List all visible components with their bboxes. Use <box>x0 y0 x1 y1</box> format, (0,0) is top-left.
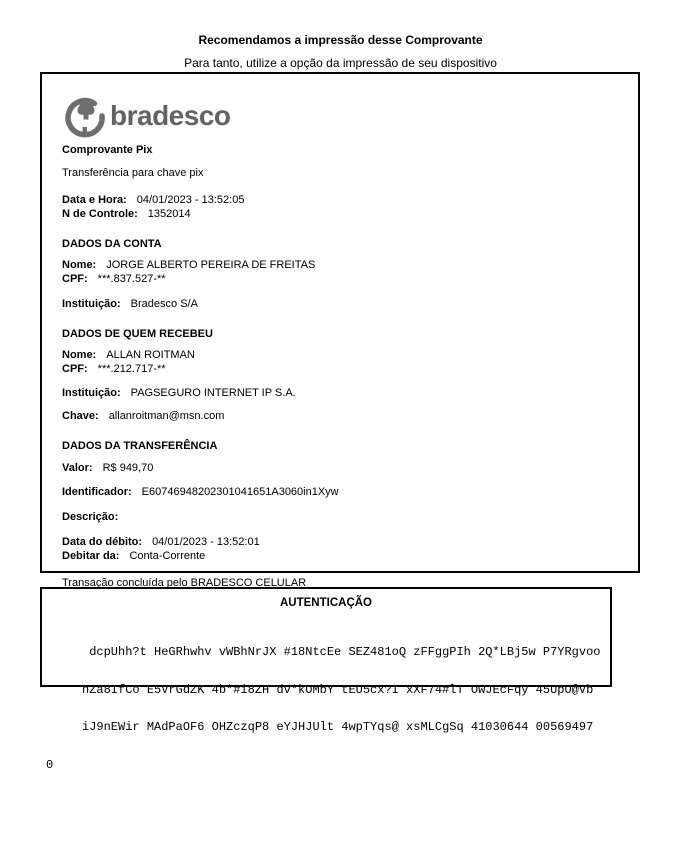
completion-note: Transação concluída pelo BRADESCO CELULAR <box>62 577 307 589</box>
datetime-value: 04/01/2023 - 13:52:05 <box>136 194 245 206</box>
account-name-cpf-block <box>62 258 620 286</box>
receiver-name-value: ALLAN ROITMAN <box>106 349 195 361</box>
sender-institution-row <box>62 297 620 311</box>
pix-key-value: allanroitman@msn.com <box>108 410 225 422</box>
datetime-row <box>62 193 620 207</box>
pix-key-label: Chave: <box>62 410 99 422</box>
receiver-institution-label: Instituição: <box>62 387 121 399</box>
identifier-label: Identificador: <box>62 486 132 498</box>
description-label: Descrição: <box>62 511 119 523</box>
authentication-line: nZa8IfCo E5VrGdZK 4b*#i8ZH dv*kOMbY tEU5cx?I xXF74#lT OwJEcFqy 45UpO@Vb <box>46 682 594 697</box>
authentication-heading: AUTENTICAÇÃO <box>280 597 372 609</box>
control-number-row <box>62 207 620 221</box>
bradesco-logo <box>62 96 620 140</box>
sender-name-label: Nome: <box>62 259 97 271</box>
meta-block <box>62 193 620 221</box>
receipt-box <box>40 72 640 589</box>
bradesco-tree-icon <box>62 96 108 140</box>
control-number-value: 1352014 <box>147 208 191 220</box>
pix-key-row <box>62 409 620 423</box>
receiver-name-label: Nome: <box>62 349 97 361</box>
print-instruction-text: Para tanto, utilize a opção da impressão de seu dispositivo <box>184 56 497 70</box>
receiver-name-cpf-block <box>62 348 620 376</box>
sender-name-value: JORGE ALBERTO PEREIRA DE FREITAS <box>106 259 316 271</box>
debit-account-label: Debitar da: <box>62 550 120 562</box>
bradesco-logo-text: bradesco <box>110 100 231 131</box>
debit-date-label: Data do débito: <box>62 536 143 548</box>
debit-block <box>62 535 620 563</box>
authentication-code <box>42 621 610 796</box>
print-recommendation-text: Recomendamos a impressão desse Comprovante <box>198 33 483 47</box>
debit-account-value: Conta-Corrente <box>129 550 206 562</box>
transfer-section-heading: DADOS DA TRANSFERÊNCIA <box>62 440 218 452</box>
sender-cpf-label: CPF: <box>62 273 88 285</box>
print-note <box>0 33 681 71</box>
datetime-label: Data e Hora: <box>62 194 127 206</box>
sender-name-row <box>62 258 620 272</box>
amount-label: Valor: <box>62 462 93 474</box>
identifier-row <box>62 485 620 499</box>
receipt-title: Comprovante Pix <box>62 144 153 156</box>
authentication-box <box>40 587 612 772</box>
sender-institution-value: Bradesco S/A <box>130 298 198 310</box>
debit-account-row <box>62 549 620 563</box>
identifier-value: E60746948202301041651A3060in1Xyw <box>141 486 339 498</box>
receiver-institution-row <box>62 386 620 400</box>
sender-institution-label: Instituição: <box>62 298 121 310</box>
receipt-subtitle: Transferência para chave pix <box>62 167 204 179</box>
debit-date-row <box>62 535 620 549</box>
sender-cpf-row <box>62 272 620 286</box>
receiver-section-heading: DADOS DE QUEM RECEBEU <box>62 328 213 340</box>
amount-value: R$ 949,70 <box>102 462 154 474</box>
description-row <box>62 510 620 524</box>
control-number-label: N de Controle: <box>62 208 138 220</box>
receiver-institution-value: PAGSEGURO INTERNET IP S.A. <box>130 387 296 399</box>
sender-cpf-value: ***.837.527-** <box>97 273 166 285</box>
receiver-cpf-label: CPF: <box>62 363 88 375</box>
receiver-cpf-row <box>62 362 620 376</box>
account-section-heading: DADOS DA CONTA <box>62 238 162 250</box>
receiver-name-row <box>62 348 620 362</box>
receiver-cpf-value: ***.212.717-** <box>97 363 166 375</box>
debit-date-value: 04/01/2023 - 13:52:01 <box>152 536 260 548</box>
authentication-line: 0 <box>46 757 54 772</box>
authentication-line: iJ9nEWir MAdPaOF6 OHZczqP8 eYJHJUlt 4wpTYqs@ xsMLCgSq 41030644 00569497 <box>46 720 594 734</box>
amount-row <box>62 461 620 475</box>
authentication-line: dcpUhh?t HeGRhwhv vWBhNrJX #18NtcEe SEZ481oQ zFFggPIh 2Q*LBj5w P7YRgvoo <box>46 645 601 659</box>
